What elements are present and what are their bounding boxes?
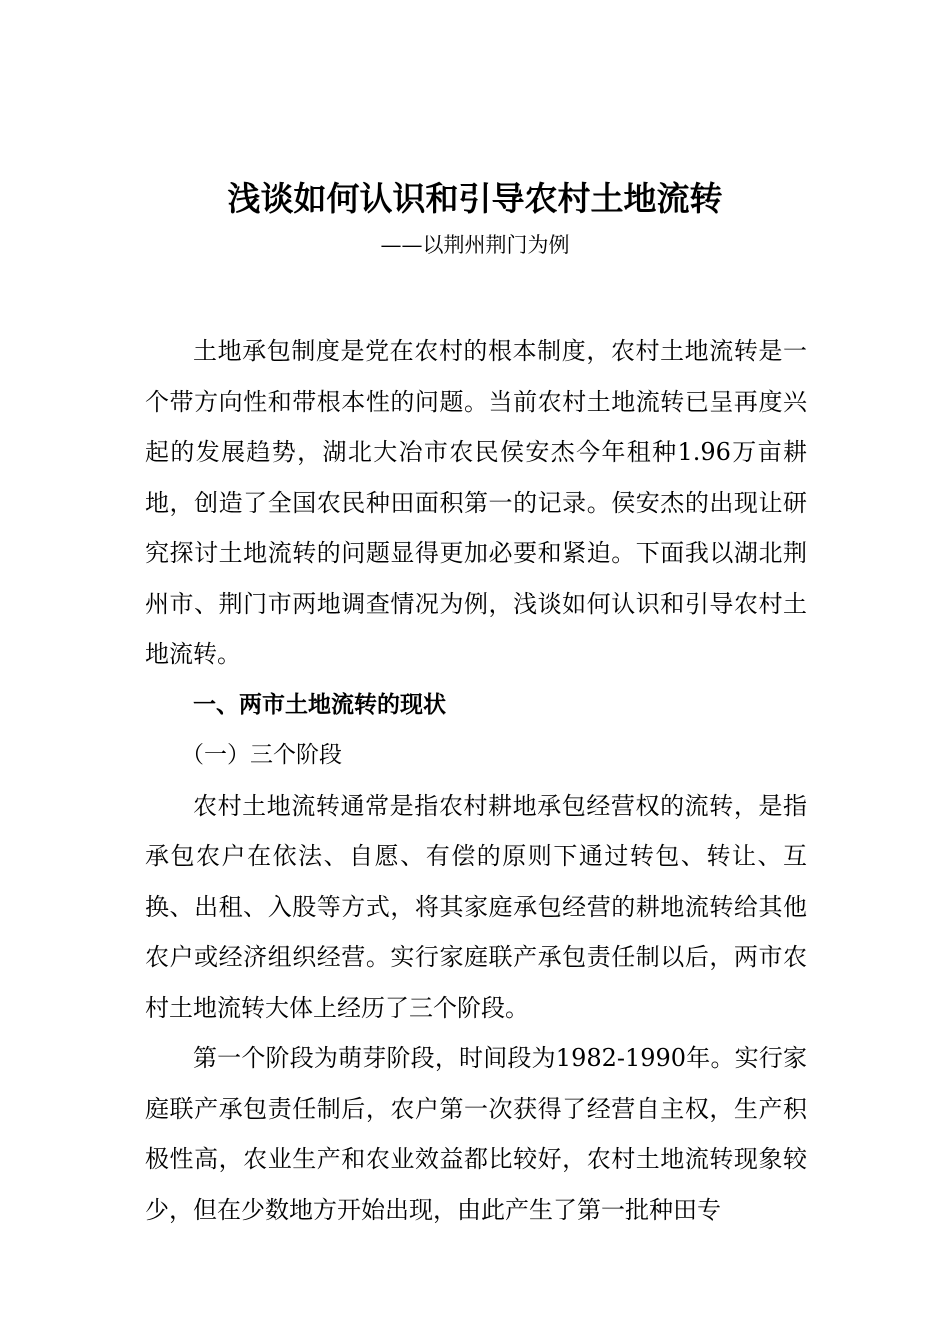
body-paragraph: 第一个阶段为萌芽阶段，时间段为1982-1990年。实行家庭联产承包责任制后，农户第一次获得了经营自主权，生产积极性高，农业生产和农业效益都比较好，农村土地流转现象较少，但在少数地方开始出现，由此产生了第一批种田专 [145,1044,807,1224]
document-body [145,326,807,1235]
document-subtitle: ——以荆州荆门为例 [380,233,570,257]
section-heading: 一、两市土地流转的现状 [193,691,446,718]
body-paragraph: 农村土地流转通常是指农村耕地承包经营权的流转，是指承包农户在依法、自愿、有偿的原则下通过转包、转让、互换、出租、入股等方式，将其家庭承包经营的耕地流转给其他农户或经济组织经营。实行家庭联产承包责任制以后，两市农村土地流转大体上经历了三个阶段。 [145,791,807,1022]
document-title: 浅谈如何认识和引导农村土地流转 [227,179,723,218]
intro-paragraph: 土地承包制度是党在农村的根本制度，农村土地流转是一个带方向性和带根本性的问题。当前农村土地流转已呈再度兴起的发展趋势，湖北大冶市农民侯安杰今年租种1.96万亩耕地，创造了全国农民种田面积第一的记录。侯安杰的出现让研究探讨土地流转的问题显得更加必要和紧迫。下面我以湖北荆州市、荆门市两地调查情况为例，浅谈如何认识和引导农村土地流转。 [145,337,807,668]
subsection-heading: （一）三个阶段 [181,742,342,768]
